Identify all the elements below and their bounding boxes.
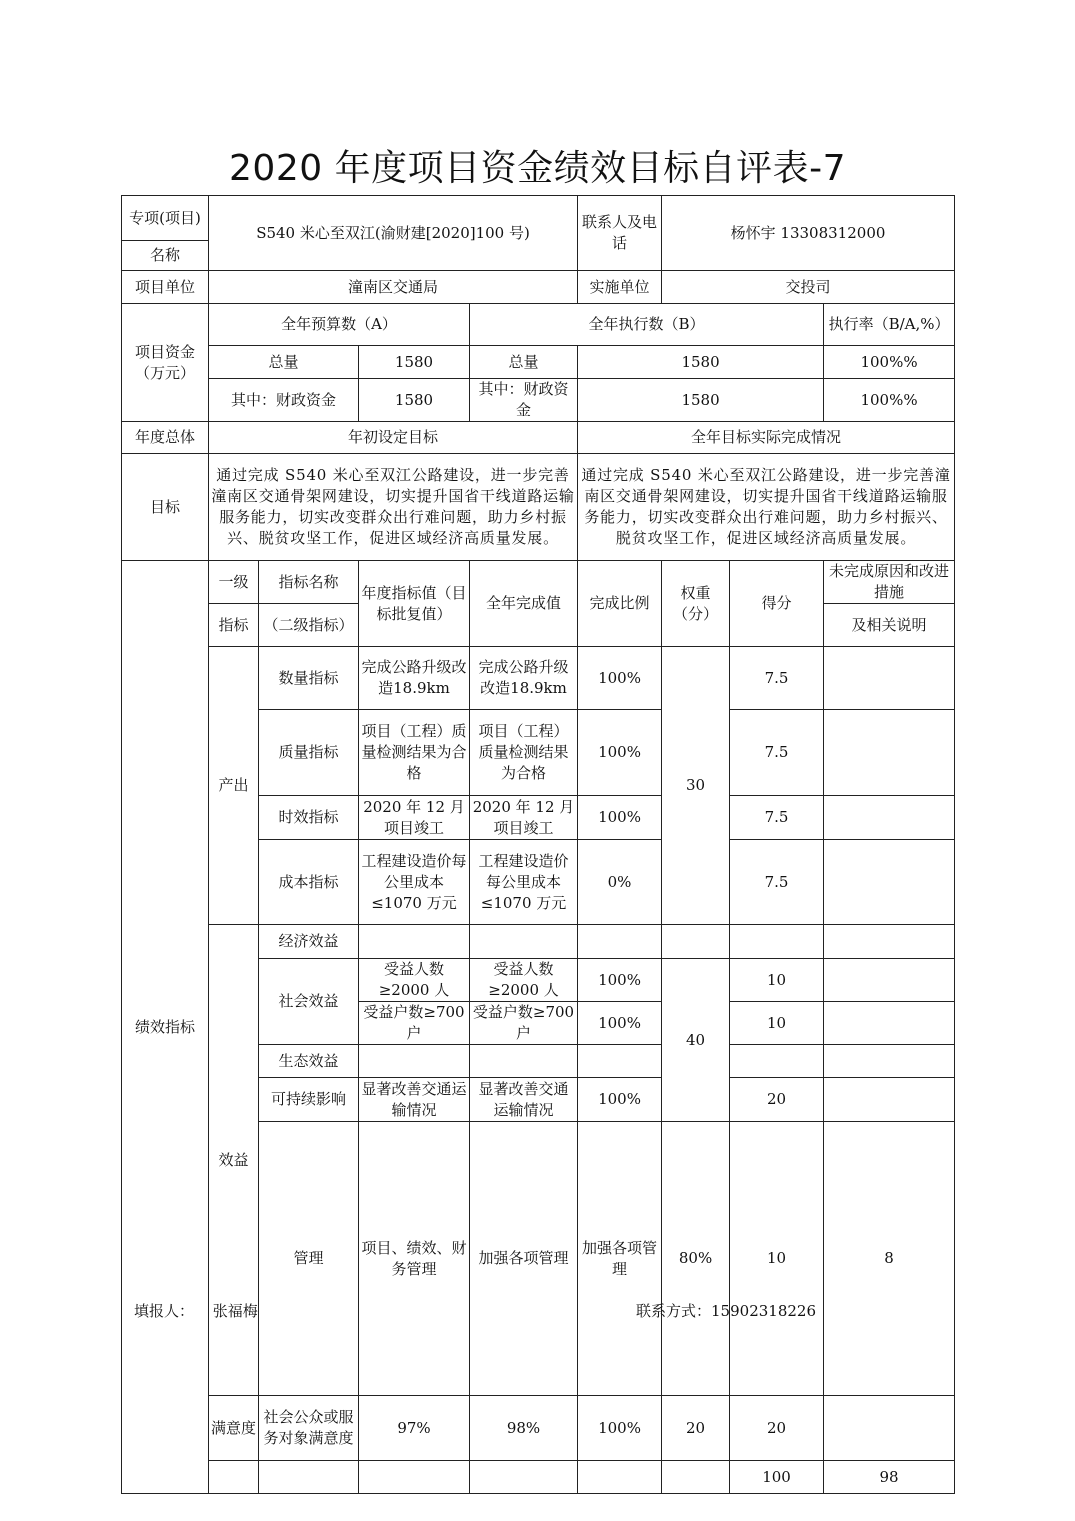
total-blank-2 bbox=[259, 1461, 359, 1494]
total-score: 98 bbox=[824, 1461, 955, 1494]
benefit-label: 效益 bbox=[209, 925, 259, 1396]
quality-score: 7.5 bbox=[730, 710, 824, 796]
quantity-ratio: 100% bbox=[578, 647, 662, 710]
sustain-actual: 显著改善交通运输情况 bbox=[470, 1078, 578, 1122]
quantity-actual: 完成公路升级改造18.9km bbox=[470, 647, 578, 710]
ecological-ratio bbox=[578, 1045, 662, 1078]
timeliness-reason bbox=[824, 796, 955, 840]
benefit-weight: 40 bbox=[662, 959, 730, 1122]
mgmt-score: 8 bbox=[824, 1122, 955, 1396]
total-blank-6 bbox=[662, 1461, 730, 1494]
timeliness-target: 2020 年 12 月项目竣工 bbox=[359, 796, 470, 840]
social1-reason bbox=[824, 959, 955, 1002]
mgmt-name: 项目、绩效、财务管理 bbox=[359, 1122, 470, 1396]
col-weight: 权重（分） bbox=[662, 561, 730, 647]
cost-score: 7.5 bbox=[730, 840, 824, 925]
rate-header: 执行率（B/A,%） bbox=[824, 304, 955, 346]
cost-name: 成本指标 bbox=[259, 840, 359, 925]
filler-info bbox=[134, 1300, 258, 1321]
total-label: 总量 bbox=[209, 346, 359, 379]
contact-value: 杨怀宇 13308312000 bbox=[662, 196, 955, 271]
col-actual: 全年完成值 bbox=[470, 561, 578, 647]
exec-header: 全年执行数（B） bbox=[470, 304, 824, 346]
quality-target: 项目（工程）质量检测结果为合格 bbox=[359, 710, 470, 796]
ecological-name: 生态效益 bbox=[259, 1045, 359, 1078]
timeliness-score: 7.5 bbox=[730, 796, 824, 840]
project-name-label-2: 名称 bbox=[122, 241, 209, 271]
mgmt-ratio: 80% bbox=[662, 1122, 730, 1396]
col-level1-a: 一级 bbox=[209, 561, 259, 604]
footer-contact-label: 联系方式： bbox=[636, 1302, 712, 1320]
sustain-score: 20 bbox=[730, 1078, 824, 1122]
cost-target: 工程建设造价每公里成本≤1070 万元 bbox=[359, 840, 470, 925]
total-budget: 1580 bbox=[359, 346, 470, 379]
social-name: 社会效益 bbox=[259, 959, 359, 1045]
satisfaction-name: 社会公众或服务对象满意度 bbox=[259, 1396, 359, 1461]
total-blank-5 bbox=[578, 1461, 662, 1494]
sustain-target: 显著改善交通运输情况 bbox=[359, 1078, 470, 1122]
social1-ratio: 100% bbox=[578, 959, 662, 1002]
impl-value: 交投司 bbox=[662, 271, 955, 304]
social1-actual: 受益人数≥2000 人 bbox=[470, 959, 578, 1002]
social2-ratio: 100% bbox=[578, 1002, 662, 1045]
quantity-reason bbox=[824, 647, 955, 710]
economic-target bbox=[359, 925, 470, 959]
actual-goal-header: 全年目标实际完成情况 bbox=[578, 422, 955, 454]
sustain-name: 可持续影响 bbox=[259, 1078, 359, 1122]
social1-score: 10 bbox=[730, 959, 824, 1002]
ecological-score bbox=[730, 1045, 824, 1078]
sustain-ratio: 100% bbox=[578, 1078, 662, 1122]
satisfaction-score: 20 bbox=[730, 1396, 824, 1461]
quantity-target: 完成公路升级改造18.9km bbox=[359, 647, 470, 710]
impl-label: 实施单位 bbox=[578, 271, 662, 304]
economic-actual bbox=[470, 925, 578, 959]
funds-label: 项目资金（万元） bbox=[122, 304, 209, 422]
page-title: 2020 年度项目资金绩效目标自评表-7 bbox=[229, 148, 846, 189]
economic-weight bbox=[662, 925, 730, 959]
social2-reason bbox=[824, 1002, 955, 1045]
col-name-a: 指标名称 bbox=[259, 561, 359, 604]
col-level1-b: 指标 bbox=[209, 604, 259, 647]
initial-goal-text: 通过完成 S540 米心至双江公路建设，进一步完善潼南区交通骨架网建设，切实提升国省干线道路运输服务能力，切实改变群众出行难问题，助力乡村振兴、脱贫攻坚工作，促进区域经济高质量发展。 bbox=[209, 454, 578, 561]
col-reason-a: 未完成原因和改进措施 bbox=[824, 561, 955, 604]
economic-ratio bbox=[578, 925, 662, 959]
overall-label: 年度总体 bbox=[122, 422, 209, 454]
fiscal-exec: 1580 bbox=[578, 379, 824, 422]
satisfaction-reason bbox=[824, 1396, 955, 1461]
economic-reason bbox=[824, 925, 955, 959]
col-name-b: （二级指标） bbox=[259, 604, 359, 647]
satisfaction-weight: 20 bbox=[662, 1396, 730, 1461]
sustain-reason bbox=[824, 1078, 955, 1122]
timeliness-name: 时效指标 bbox=[259, 796, 359, 840]
quantity-score: 7.5 bbox=[730, 647, 824, 710]
perf-label: 绩效指标 bbox=[122, 561, 209, 1494]
satisfaction-target: 97% bbox=[359, 1396, 470, 1461]
total-label-2: 总量 bbox=[470, 346, 578, 379]
ecological-actual bbox=[470, 1045, 578, 1078]
total-blank-3 bbox=[359, 1461, 470, 1494]
satisfaction-actual: 98% bbox=[470, 1396, 578, 1461]
col-ratio: 完成比例 bbox=[578, 561, 662, 647]
total-blank-4 bbox=[470, 1461, 578, 1494]
total-weight: 100 bbox=[730, 1461, 824, 1494]
unit-value: 潼南区交通局 bbox=[209, 271, 578, 304]
project-name-label: 专项(项目) bbox=[122, 196, 209, 241]
fiscal-label: 其中：财政资金 bbox=[209, 379, 359, 422]
mgmt-weight: 10 bbox=[730, 1122, 824, 1396]
quantity-name: 数量指标 bbox=[259, 647, 359, 710]
timeliness-actual: 2020 年 12 月项目竣工 bbox=[470, 796, 578, 840]
satisfaction-level1: 满意度 bbox=[209, 1396, 259, 1461]
social2-actual: 受益户数≥700 户 bbox=[470, 1002, 578, 1045]
col-target: 年度指标值（目标批复值） bbox=[359, 561, 470, 647]
footer-contact-value: 15902318226 bbox=[711, 1302, 816, 1320]
ecological-reason bbox=[824, 1045, 955, 1078]
goal-label: 目标 bbox=[122, 454, 209, 561]
timeliness-ratio: 100% bbox=[578, 796, 662, 840]
quality-actual: 项目（工程）质量检测结果为合格 bbox=[470, 710, 578, 796]
ecological-target bbox=[359, 1045, 470, 1078]
fiscal-rate: 100%% bbox=[824, 379, 955, 422]
cost-reason bbox=[824, 840, 955, 925]
contact-label: 联系人及电话 bbox=[578, 196, 662, 271]
quality-name: 质量指标 bbox=[259, 710, 359, 796]
output-weight: 30 bbox=[662, 647, 730, 925]
economic-score bbox=[730, 925, 824, 959]
filler-name: 张福梅 bbox=[212, 1302, 258, 1320]
cost-ratio: 0% bbox=[578, 840, 662, 925]
total-exec: 1580 bbox=[578, 346, 824, 379]
filler-contact bbox=[636, 1300, 816, 1321]
project-name-value: S540 米心至双江(渝财建[2020]100 号) bbox=[209, 196, 578, 271]
fiscal-label-2: 其中：财政资金 bbox=[470, 379, 578, 422]
total-blank-1 bbox=[209, 1461, 259, 1494]
social2-score: 10 bbox=[730, 1002, 824, 1045]
col-score: 得分 bbox=[730, 561, 824, 647]
unit-label: 项目单位 bbox=[122, 271, 209, 304]
economic-name: 经济效益 bbox=[259, 925, 359, 959]
social2-target: 受益户数≥700 户 bbox=[359, 1002, 470, 1045]
satisfaction-ratio: 100% bbox=[578, 1396, 662, 1461]
social1-target: 受益人数≥2000 人 bbox=[359, 959, 470, 1002]
fiscal-budget: 1580 bbox=[359, 379, 470, 422]
cost-actual: 工程建设造价每公里成本≤1070 万元 bbox=[470, 840, 578, 925]
output-label: 产出 bbox=[209, 647, 259, 925]
total-rate: 100%% bbox=[824, 346, 955, 379]
actual-goal-text: 通过完成 S540 米心至双江公路建设，进一步完善潼南区交通骨架网建设，切实提升国省干线道路运输服务能力，切实改变群众出行难问题，助力乡村振兴、脱贫攻坚工作，促进区域经济高质量发展。 bbox=[578, 454, 955, 561]
filler-label: 填报人： bbox=[134, 1302, 195, 1320]
mgmt-level1: 管理 bbox=[259, 1122, 359, 1396]
mgmt-target: 加强各项管理 bbox=[470, 1122, 578, 1396]
quality-reason bbox=[824, 710, 955, 796]
initial-goal-header: 年初设定目标 bbox=[209, 422, 578, 454]
quality-ratio: 100% bbox=[578, 710, 662, 796]
mgmt-actual: 加强各项管理 bbox=[578, 1122, 662, 1396]
col-reason-b: 及相关说明 bbox=[824, 604, 955, 647]
budget-header: 全年预算数（A） bbox=[209, 304, 470, 346]
